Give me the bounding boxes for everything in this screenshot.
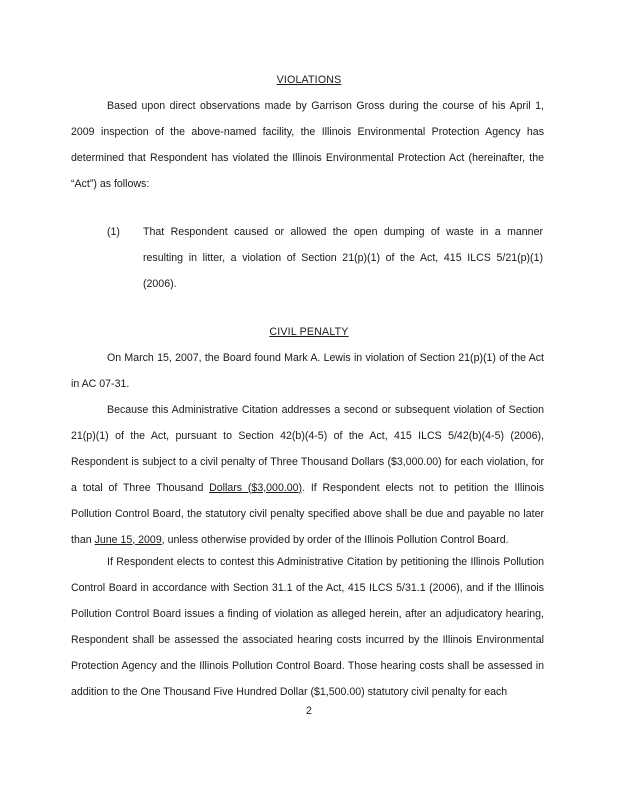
civil-penalty-paragraph-1: On March 15, 2007, the Board found Mark A. Lewis in violation of Section 21(p)(1) of the Act in AC 07-31. bbox=[71, 352, 544, 390]
violations-intro-paragraph: Based upon direct observations made by Garrison Gross during the course of his April 1, 2009 inspection of the above-named facility, the Illinois Environmental Protection Agency has determined that Respondent has violated the Illinois Environmental Protection Act (hereinafter, the “Act”) as follows: bbox=[71, 100, 544, 190]
paragraph-2-text-start: Because this Administrative Citation addresses a second or subsequent violation of Section 21(p)(1) of the Act, pursuant to Section 42(b)(4-5) of the Act, 415 ILCS 5/42(b)(4-5) (2006), Respondent is subject to a civil penalty of Three Thousand Dollars ($3,000.00) for each violation, for a total of Three Thousand bbox=[71, 404, 544, 494]
violation-item-number: (1) bbox=[107, 226, 120, 238]
paragraph-2-text-end: , unless otherwise provided by order of the Illinois Pollution Control Board. bbox=[161, 533, 509, 546]
civil-penalty-paragraph-2 bbox=[71, 398, 544, 553]
page-number: 2 bbox=[306, 705, 312, 717]
civil-penalty-paragraph-3: If Respondent elects to contest this Administrative Citation by petitioning the Illinois Pollution Control Board in accordance with Section 31.1 of the Act, 415 ILCS 5/31.1 (2006), and if the Illinois Pollution Control Board issues a finding of violation as alleged herein, after an adjudicatory hearing, Respondent shall be assessed the associated hearing costs incurred by the Illinois Environmental Protection Agency and the Illinois Pollution Control Board. Those hearing costs shall be assessed in addition to the One Thousand Five Hundred Dollar ($1,500.00) statutory civil penalty for each bbox=[71, 556, 544, 698]
paragraph-2-text-middle: . If Respondent elects not to petition the Illinois Pollution Control Board, the statutory civil penalty specified above shall be due and payable no later than bbox=[71, 481, 544, 546]
violation-item-text: That Respondent caused or allowed the open dumping of waste in a manner resulting in litter, a violation of Section 21(p)(1) of the Act, 415 ILCS 5/21(p)(1) (2006). bbox=[143, 226, 543, 290]
violations-heading: VIOLATIONS bbox=[276, 74, 342, 86]
payment-due-date: June 15, 2009 bbox=[94, 533, 162, 546]
civil-penalty-heading: CIVIL PENALTY bbox=[269, 326, 349, 338]
total-penalty-amount: Dollars ($3,000.00) bbox=[209, 481, 303, 494]
